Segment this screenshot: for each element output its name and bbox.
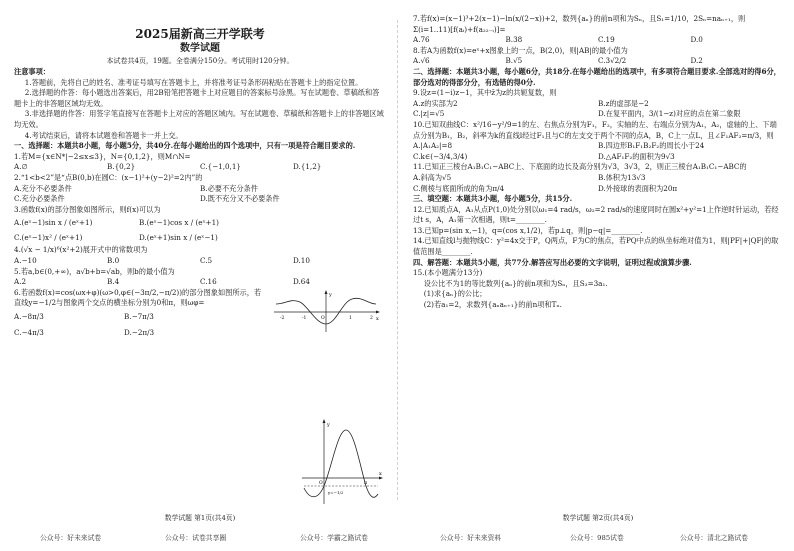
section-3-header: 三、填空题：本题共3小题，每小题5分，共15分. — [413, 194, 573, 204]
q6-graph — [300, 418, 385, 506]
exam-info: 本试卷共4页，19题。全卷满分150分。考试用时120分钟。 — [106, 57, 294, 65]
q1-options — [14, 162, 386, 173]
q9-option-b: B.z的虚部是−2 — [598, 98, 649, 108]
q11-option-d: D.外接球的表面积为20π — [598, 183, 678, 193]
q15-stem: 设公比不为1的等比数列{aₙ}的前n项和为Sₙ，且S₃=3a₁. — [423, 278, 608, 288]
q2-option-d: D.既不充分又不必要条件 — [200, 194, 280, 204]
q11-option-b: B.体积为13√3 — [598, 172, 646, 182]
q6-options — [14, 309, 234, 341]
q6-option-c: C.−4π/3 — [14, 327, 44, 337]
q5-option-c: C.16 — [200, 277, 217, 287]
q2-stem: 2.“1<b<2”是“点B(0,b)在圆C：(x−1)²+(y−2)²=2内”的 — [14, 172, 203, 182]
q10-option-a: A.|A₁A₂|=8 — [413, 141, 453, 151]
q4-option-b: B.0 — [107, 255, 120, 265]
notes-header: 注意事项： — [14, 67, 50, 76]
q8-options — [413, 56, 783, 67]
note-1: 1.答题前，先将自己的姓名、准考证号填写在答题卡上，并将准考证号条形码粘贴在答题卡上的指定位置。 — [24, 77, 363, 87]
q2-option-a: A.充分不必要条件 — [14, 183, 72, 193]
note-3: 3.非选择题的作答：用签字笔直接写在答题卡上对应的答题区域内。写在试题卷、草稿纸和答题卡上的非答题区域均无效。 — [14, 109, 384, 129]
q7-option-b: B.38 — [505, 35, 523, 45]
q4-option-d: D.10 — [293, 255, 310, 265]
page-title: 2025届新高三开学联考 — [135, 27, 265, 41]
watermark-text: 公众号：985试卷 — [570, 534, 624, 542]
q7-stem: 7.若f(x)=(x−1)³+2(x−1)−ln(x/(2−x))+2，数列{aₙ}的前n项和为Sₙ，且S₁=1/10，2Sₙ=naₙ₊₁，则 Σ(i=1..11)[f(aᵢ)+f(a₂₂₋ᵢ)]= — [413, 14, 746, 34]
q8-option-a: A.√6 — [413, 56, 430, 66]
page-subtitle: 数学试题 — [180, 43, 220, 54]
q7-option-a: A.76 — [413, 35, 430, 45]
note-2: 2.选择题的作答：每小题选出答案后，用2B铅笔把答题卡上对应题目的答案标号涂黑。写在试题卷、草稿纸和答题卡上的非答题区域均无效。 — [14, 88, 380, 108]
q10-option-b: B.四边形B₁F₁B₂F₂的周长小于24 — [598, 141, 705, 151]
q6-origin: O — [319, 481, 323, 486]
q8-option-b: B.√5 — [505, 56, 523, 66]
q9-options — [413, 99, 783, 120]
q7-option-c: C.19 — [598, 35, 615, 45]
q7-option-d: D.0 — [690, 35, 703, 45]
note-4: 4.考试结束后，请将本试题卷和答题卡一并上交。 — [24, 130, 183, 140]
section-1-header: 一、选择题：本题共8小题，每小题5分，共40分.在每小题给出的四个选项中，只有一项是符合题目要求的. — [14, 141, 356, 151]
q6-axis-x: x — [379, 471, 382, 477]
q9-option-c: C.|z|=√5 — [413, 109, 445, 119]
q3-option-c: C.(eˣ−1)x² / (eˣ+1) — [14, 233, 83, 243]
q11-options — [413, 173, 783, 194]
q2-option-c: C.充分必要条件 — [14, 194, 65, 204]
q1-option-d: D.{1,2} — [293, 162, 322, 172]
q14-stem: 14.已知直线l与抛物线C：y²=4x交于P，Q两点，F为C的焦点，若PQ中点的纵坐标绝对值为1，则|PF|+|QF|的取值范围是________. — [413, 236, 779, 257]
q3-options — [14, 215, 264, 245]
q4-stem: 4.(√x − 1/x)⁶(x²+2)展开式中的常数项为 — [14, 245, 148, 255]
q11-stem: 11.已知正三棱台A₁B₁C₁−ABC上、下底面的边长及高分别为√3，3√3，2，则正三棱台A₁B₁C₁−ABC的 — [413, 162, 747, 172]
watermark-text: 公众号：清北之路试卷 — [680, 534, 748, 542]
q3-graph — [272, 290, 382, 334]
q5-option-a: A.2 — [14, 277, 27, 287]
q6-option-a: A.−8π/3 — [14, 311, 44, 321]
q11-option-a: A.斜高为√5 — [413, 172, 452, 182]
q6-pi-label: π — [364, 481, 367, 486]
page-1-footer: 数学试题 第1页(共4页) — [164, 514, 236, 522]
watermark-text: 公众号：学霸之路试卷 — [300, 534, 368, 542]
q3-option-d: D.(eˣ+1)sin x / (eˣ−1) — [139, 233, 218, 243]
watermark-text: 公众号：试卷共享圈 — [165, 534, 227, 542]
q9-option-a: A.z的实部为2 — [413, 98, 458, 108]
q5-stem: 5.若a,b∈(0,+∞)，a√b+b=√ab，则b的最小值为 — [14, 266, 175, 276]
q5-option-b: B.4 — [107, 277, 120, 287]
q5-options — [14, 277, 386, 288]
q5-option-d: D.64 — [293, 277, 310, 287]
q9-option-d: D.在复平面内，3/(1−z)对应的点在第二象限 — [598, 109, 741, 119]
q12-stem: 12.已知质点A，A₁从点P(1,0)处分别以ω₁=4 rad/s，ω₂=2 rad/s的速度同时在圆x²+y²=1上作逆时针运动，若经过t s，A，A₁第一次相遇，则t=________. — [413, 204, 779, 225]
page-divider — [397, 20, 398, 500]
q8-stem: 8.若A为函数f(x)=eˣ+x图象上的一点，B(2,0)，则|AB|的最小值为 — [413, 45, 628, 55]
section-2-header: 二、选择题：本题共3小题，每小题6分，共18分.在每小题给出的选项中，有多项符合题目要求.全部选对的得6分，部分选对的得部分分，有选错的得0分. — [413, 66, 781, 87]
q15-part-1: (1)求{aₙ}的公比； — [423, 289, 487, 299]
q10-option-c: C.k∈(−3/4,3/4) — [413, 151, 468, 161]
q10-stem: 10.已知双曲线C：x²/16−y²/9=1的左、右焦点分别为F₁，F₂，实轴的左、右端点分别为A₁，A₂，虚轴的上、下端点分别为B₁，B₂，斜率为k的直线l经过F₁且与C的左支交于两个不同的点A，B，C上一点L，且∠F₁AF₂=π/3，则 — [413, 119, 777, 140]
q2-options — [14, 184, 386, 205]
q3-option-a: A.(eˣ−1)sin x / (eˣ+1) — [14, 218, 93, 228]
q3-stem: 3.函数f(x)的部分图象如图所示，则f(x)可以为 — [14, 204, 161, 214]
q15-part-2: (2)若a₁=2，求数列{aₙaₙ₊₁}的前n项和Tₙ. — [423, 300, 562, 310]
watermark-text: 公众号：好未来试卷 — [40, 534, 102, 542]
q4-options — [14, 256, 386, 267]
q3-tick: 2 — [370, 316, 373, 321]
q4-option-a: A.−10 — [14, 255, 37, 265]
q3-option-b: B.(eˣ−1)cos x / (eˣ+1) — [139, 218, 219, 228]
q11-option-c: C.侧棱与底面所成的角为π/4 — [413, 183, 505, 193]
q3-tick: -2 — [280, 316, 285, 321]
q1-option-b: B.{0,2} — [107, 162, 136, 172]
q6-axis-y: y — [327, 422, 330, 428]
section-4-header: 四、解答题：本题共5小题，共77分.解答应写出必要的文字说明，证明过程或演算步骤. — [413, 257, 692, 267]
q9-stem: 9.设z=(1−i)z−1，其中z̄为z的共轭复数，则 — [413, 88, 557, 98]
q3-tick: O — [321, 316, 325, 321]
q4-option-c: C.5 — [200, 255, 213, 265]
q3-tick: -1 — [302, 316, 307, 321]
q15-header: 15.(本小题满分13分) — [413, 268, 483, 278]
q6-option-d: D.−2π/3 — [124, 327, 155, 337]
page-2 — [413, 14, 783, 311]
q6-line-label: y=−1/2 — [328, 490, 344, 495]
q1-stem: 1.若M={x∈N*|−2≤x≤3}，N={0,1,2}，则M∩N= — [14, 151, 191, 161]
q8-option-d: D.2 — [690, 56, 703, 66]
q10-option-d: D.△AF₁F₂的面积为9√3 — [598, 151, 675, 161]
q1-option-a: A.∅ — [14, 162, 28, 172]
q10-options — [413, 141, 783, 162]
q6-option-b: B.−7π/3 — [124, 311, 154, 321]
q6-stem: 6.若函数f(x)=cos(ωx+φ)(ω>0,φ∈(−3π/2,−π/2))的部分图象如图所示，若直线y=−1/2与图象两个交点的横坐标分别为0和π，则ωφ= — [14, 287, 262, 308]
watermark-text: 公众号：好未来资料 — [440, 534, 502, 542]
q3-tick: 1 — [349, 316, 352, 321]
q3-axis-y: y — [329, 292, 332, 298]
q3-axis-x: x — [376, 316, 379, 322]
page-2-footer: 数学试题 第2页(共4页) — [562, 514, 634, 522]
q2-option-b: B.必要不充分条件 — [200, 183, 258, 193]
q7-options — [413, 35, 783, 46]
q1-option-c: C.{−1,0,1} — [200, 162, 241, 172]
q8-option-c: C.3√2/2 — [598, 56, 627, 66]
q13-stem: 13.已知p=(sin x,−1)，q=(cos x,1/2)，若p⊥q，则|p−q|=________. — [413, 225, 643, 235]
